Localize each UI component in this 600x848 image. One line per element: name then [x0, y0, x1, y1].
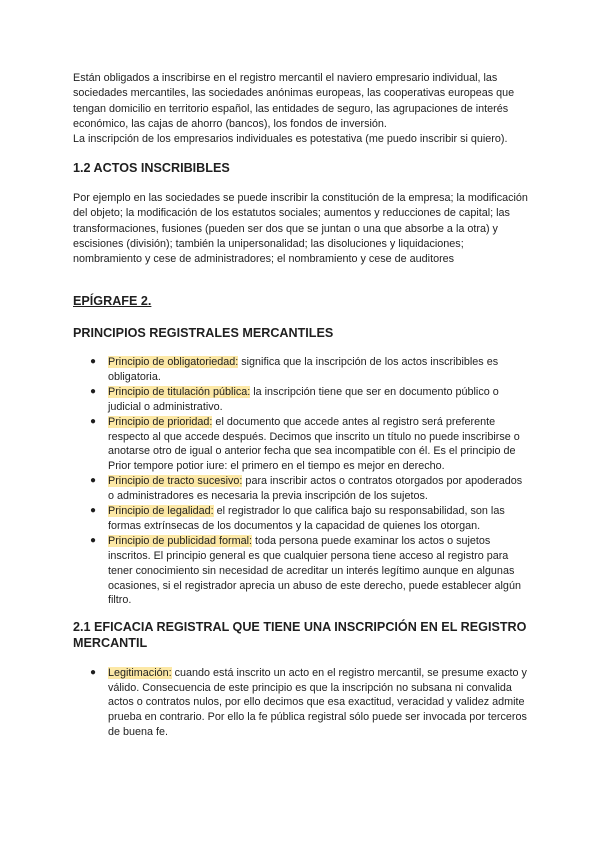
highlighted-term: Principio de obligatoriedad:: [108, 356, 239, 368]
bullet-icon: ●: [90, 475, 97, 487]
highlighted-term: Principio de legalidad:: [108, 505, 214, 518]
list-item: [73, 474, 528, 503]
eficacia-registral-heading: 2.1 EFICACIA REGISTRAL QUE TIENE UNA INSCRIPCIÓN EN EL REGISTRO MERCANTIL: [73, 620, 527, 650]
bullet-icon: ●: [90, 386, 97, 397]
epigrafe-heading: EPÍGRAFE 2.: [73, 294, 152, 308]
list-item: [73, 534, 528, 608]
principios-list: [73, 355, 528, 609]
section-heading-actos-inscribibles: 1.2 ACTOS INSCRIBIBLES: [73, 161, 230, 175]
highlighted-term: Principio de publicidad formal:: [108, 535, 253, 548]
list-item: [73, 355, 528, 384]
item-text: la inscripción tiene que ser en documento público o judicial o administrativo.: [108, 386, 499, 413]
list-item: [73, 666, 528, 740]
bullet-icon: ●: [90, 356, 97, 367]
item-text: el registrador lo que califica bajo su responsabilidad, son las formas extrínsecas de los documentos y la capacidad de quienes los otorgan.: [108, 505, 505, 533]
list-item: [73, 415, 528, 474]
bullet-icon: ●: [90, 667, 97, 678]
bullet-icon: ●: [90, 505, 97, 517]
highlighted-term: Principio de titulación pública:: [108, 386, 251, 398]
intro-paragraph: [73, 71, 528, 147]
highlighted-term: Principio de prioridad:: [108, 416, 213, 428]
eficacia-list: [73, 666, 528, 740]
list-item: [73, 385, 528, 414]
item-text: para inscribir actos o contratos otorgados por apoderados o administradores es necesaria la previa inscripción de los sujetos.: [108, 475, 523, 503]
intro-text-1: Están obligados a inscribirse en el registro mercantil el naviero empresario individual, las sociedades mercantiles, las sociedades anónimas europeas, las cooperativas europeas que tengan domicilio en territorio español, las entidades de seguro, las agrupaciones de interés económico, las cajas de ahorro (bancos), los fondos de inversión.: [73, 72, 515, 130]
principios-heading: PRINCIPIOS REGISTRALES MERCANTILES: [73, 326, 334, 340]
bullet-icon: ●: [90, 535, 97, 547]
list-item: [73, 504, 528, 533]
highlighted-term: Principio de tracto sucesivo:: [108, 475, 243, 488]
item-text: toda persona puede examinar los actos o sujetos inscritos. El principio general es que cualquier persona tiene acceso al registro para tener conocimiento sin necesidad de acreditar un interés legítimo aunque en algunas ocasiones, si el registrador aprecia un abuso de este derecho, puede establecer algún filtro.: [108, 535, 521, 607]
bullet-icon: ●: [90, 416, 97, 427]
actos-inscribibles-paragraph: Por ejemplo en las sociedades se puede inscribir la constitución de la empresa; la modificación del objeto; la modificación de los estatutos sociales; aumentos y reducciones de capital; las transformaciones, fusiones (pueden ser dos que se juntan o una que absorbe a la otra) y escisiones (división); también la unipersonalidad; las disoluciones y liquidaciones; nombramiento y cese de administradores; el nombramiento y cese de auditores: [73, 192, 528, 266]
item-text: el documento que accede antes al registro será preferente respecto al que accede después. Decimos que inscrito un título no puede inscribirse o anotarse otro de igual o anterior fecha que sea incompatible con él. Es el principio de Prior tempore potior iure: el primero en el tiempo es mejor en derecho.: [108, 416, 520, 473]
intro-text-2: La inscripción de los empresarios individuales es potestativa (me puedo inscribir si quiero).: [73, 133, 508, 146]
highlighted-term: Legitimación:: [108, 667, 172, 679]
item-text: significa que la inscripción de los actos inscribibles es obligatoria.: [108, 356, 499, 383]
item-text: cuando está inscrito un acto en el registro mercantil, se presume exacto y válido. Consecuencia de este principio es que la inscripción no subsana ni convalida actos o contratos nulos, por ello decimos que esa exactitud, veracidad y validez admite prueba en contrario. Por ello la fe pública registral sólo puede ser invocada por terceros de buena fe.: [108, 667, 527, 738]
